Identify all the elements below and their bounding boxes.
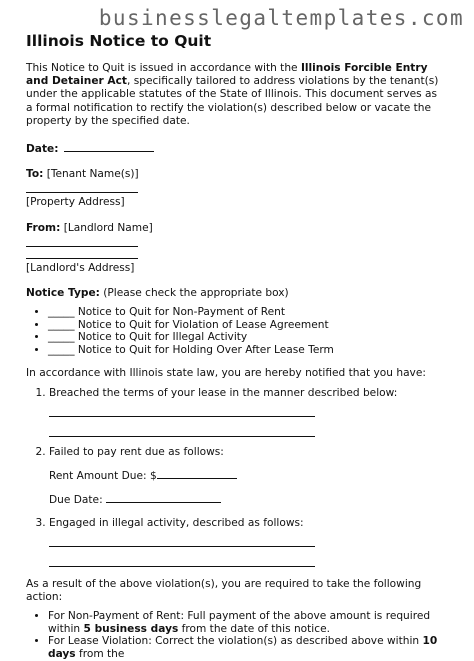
due-date-label: Due Date: — [49, 494, 103, 507]
to-label: To: — [26, 168, 44, 181]
violations-list — [26, 387, 446, 400]
action-2-text-2: from the — [75, 648, 125, 661]
notice-type-list — [26, 306, 446, 356]
rent-amount-row — [49, 468, 446, 483]
action-1-text-1: For Non-Payment of Rent: Full payment of the above amount is required within — [48, 610, 431, 635]
action-2-text-1: For Lease Violation: Correct the violation(s) as described above within — [48, 635, 423, 648]
violation-item-1 — [49, 387, 446, 400]
action-item-nonpayment — [48, 610, 446, 635]
violation-1-blank-1[interactable] — [49, 405, 315, 417]
violations-list-3 — [26, 517, 446, 530]
intro-act-name: Illinois Forcible Entry and Detainer Act — [26, 62, 428, 88]
action-1-deadline: 5 business days — [83, 622, 179, 635]
property-row — [26, 196, 446, 209]
notice-type-item[interactable]: • _____ Notice to Quit for Non-Payment of Rent — [48, 306, 446, 319]
document-page — [26, 32, 446, 661]
landlord-address-row — [26, 262, 446, 275]
notice-type-item[interactable]: • _____ Notice to Quit for Illegal Activity — [48, 331, 446, 344]
landlord-address-placeholder: [Landlord's Address] — [26, 261, 135, 274]
from-label: From: — [26, 221, 61, 234]
due-date-blank[interactable] — [106, 492, 221, 503]
rent-amount-blank[interactable] — [157, 468, 237, 479]
intro-paragraph — [26, 62, 446, 128]
date-blank[interactable] — [64, 141, 154, 152]
violation-1-blank-2[interactable] — [49, 425, 315, 437]
date-label: Date: — [26, 143, 59, 156]
property-placeholder: [Property Address] — [26, 196, 125, 209]
landlord-placeholder: [Landlord Name] — [63, 221, 153, 234]
intro-text-2: , specifically tailored to address violations by the tenant(s) under the applicable statutes of the State of Illinois. This document serves as a formal notification to rectify the violation(s) described below or vacate the property by the specified date. — [26, 75, 439, 127]
action-1-text-2: from the date of this notice. — [178, 622, 330, 635]
violation-3-blank-1[interactable] — [49, 535, 315, 547]
notified-paragraph: In accordance with Illinois state law, you are hereby notified that you have: — [26, 366, 426, 379]
violation-3-blank-2[interactable] — [49, 555, 315, 567]
violations-list-2 — [26, 446, 446, 459]
violation-2-text: Failed to pay rent due as follows: — [49, 446, 224, 459]
violation-3-text: Engaged in illegal activity, described as follows: — [49, 516, 304, 529]
landlord-blank-1[interactable] — [26, 235, 138, 247]
document-title: Illinois Notice to Quit — [26, 32, 212, 50]
notice-type-row — [26, 287, 446, 300]
notice-type-hint: (Please check the appropriate box) — [103, 287, 289, 300]
violation-item-2 — [49, 446, 446, 459]
action-item-lease-violation — [48, 635, 446, 660]
tenant-blank[interactable] — [26, 181, 138, 193]
tenant-placeholder: [Tenant Name(s)] — [46, 168, 139, 181]
landlord-blank-2[interactable] — [26, 247, 138, 259]
notice-type-item[interactable]: • _____ Notice to Quit for Holding Over After Lease Term — [48, 344, 446, 357]
violation-item-3 — [49, 517, 446, 530]
brand-watermark: businesslegaltemplates.com — [98, 6, 464, 30]
date-row — [26, 141, 446, 156]
actions-list — [26, 610, 446, 660]
violation-1-text: Breached the terms of your lease in the manner described below: — [49, 386, 398, 399]
from-row — [26, 222, 446, 235]
intro-text-1: This Notice to Quit is issued in accordance with the — [26, 62, 301, 74]
to-row — [26, 168, 446, 181]
action-paragraph: As a result of the above violation(s), you are required to take the following action: — [26, 577, 422, 604]
notice-type-label: Notice Type: — [26, 287, 100, 300]
due-date-row — [49, 492, 446, 507]
rent-amount-label: Rent Amount Due: $ — [49, 470, 157, 483]
notice-type-item[interactable]: • _____ Notice to Quit for Violation of Lease Agreement — [48, 319, 446, 332]
action-2-deadline: 10 days — [48, 635, 438, 661]
